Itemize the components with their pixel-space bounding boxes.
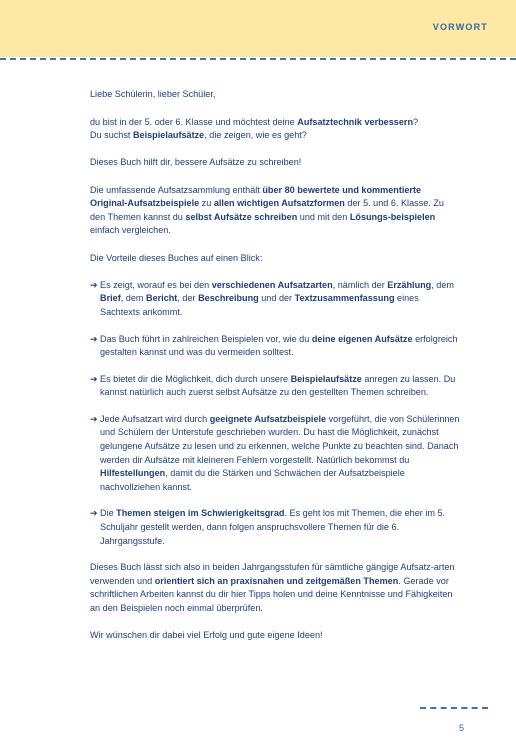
emphasis-text: Beispielaufsätze [290,373,362,384]
emphasis-text: Textzusammenfassung [294,293,395,304]
advantage-item [90,413,460,495]
emphasis-text: Erzählung [387,279,432,290]
emphasis-text: Beschreibung [198,293,259,304]
greeting: Liebe Schülerin, lieber Schüler, [90,89,216,99]
page-number: 5 [458,723,464,733]
emphasis-text: Hilfestellungen [100,468,166,479]
emphasis-text: Bericht [146,293,178,304]
advantages-list [90,279,460,549]
advantage-text: Das Buch führt in zahlreichen Beispielen vor, wie du deine eigenen Aufsätze erfolgreich gestalten kannst und was du vermeiden solltest. [100,333,458,358]
emphasis-text: allen wichtigen Aufsatzformen [213,198,345,209]
advantage-item [90,373,460,400]
paragraph-usage: Dieses Buch lässt sich also in beiden Jahrgangsstufen für sämtliche gängige Aufsatz-arten verwenden und orientiert sich an praxisnahen und zeitgemäßen Themen. Gerade vor schriftlichen Arbeiten kannst du dir hier Tipps holen und deine Kenntnisse und Fähigkeiten an den Beispielen noch einmal überprüfen. [90,562,455,613]
emphasis-text: verschiedenen Aufsatzarten [211,279,333,290]
arrow-right-icon: ➔ [90,373,98,384]
emphasis-text: Lösungs-beispielen [349,211,436,222]
section-label: VORWORT [432,22,488,32]
advantage-item [90,279,460,320]
advantage-item [90,333,460,360]
list-intro: Die Vorteile dieses Buches auf einen Blick: [90,252,263,263]
advantage-item [90,507,460,548]
closing: Wir wünschen dir dabei viel Erfolg und gute eigene Ideen! [90,630,323,641]
advantage-text: Jede Aufsatzart wird durch geeignete Aufsatzbeispiele vorgeführt, die von Schülerinnen und Schülern der Unterstufe geschrieben wurden. Du hast die Möglichkeit, zunächst gelungene Aufsätze zu lesen und zu erkennen, welche Punkte zu beachten sind. Danach werden dir Aufsätze mit kleineren Fehlern vorgestellt. Natürlich bekommst du Hilfestellungen, damit du die Stärken und Schwächen der Aufsatzbeispiele nachvollziehen kannst. [100,413,460,492]
emphasis-text: geeignete Aufsatzbeispiele [209,413,327,424]
preface-body [90,88,460,656]
header-dashed-rule [0,58,516,60]
emphasis-text: Beispielaufsätze [132,130,205,141]
paragraph-intro: du bist in der 5. oder 6. Klasse und möchtest deine Aufsatztechnik verbessern? Du suchst Beispielaufsätze, die zeigen, wie es geht? [90,116,419,141]
advantage-text: Es zeigt, worauf es bei den verschiedenen Aufsatzarten, nämlich der Erzählung, dem Brief, dem Bericht, der Beschreibung und der Textzusammenfassung eines Sachtexts ankommt. [100,279,454,317]
arrow-right-icon: ➔ [90,333,98,344]
emphasis-text: deine eigenen Aufsätze [311,333,413,344]
paragraph-purpose: Dieses Buch hilft dir, bessere Aufsätze zu schreiben! [90,157,302,168]
advantage-text: Die Themen steigen im Schwierigkeitsgrad. Es geht los mit Themen, die eher im 5. Schuljahr gestellt werden, dann folgen anspruchsvollere Themen für die 6. Jahrgangsstufe. [100,508,446,546]
emphasis-text: Brief [100,293,121,304]
advantage-text: Es bietet dir die Möglichkeit, dich durch unsere Beispielaufsätze anregen zu lassen. Du kannst natürlich auch zuerst selbst Aufsätze zu den gestellten Themen schreiben. [100,373,456,398]
emphasis-text: selbst Aufsätze schreiben [185,211,298,222]
emphasis-text: Themen steigen im Schwierigkeitsgrad [116,508,285,519]
arrow-right-icon: ➔ [90,279,98,290]
emphasis-text: über 80 bewertete und kommentierte Original-Aufsatzbeispiele [90,184,422,209]
emphasis-text: orientiert sich an praxisnahen und zeitgemäßen Themen [154,575,399,586]
arrow-right-icon: ➔ [90,508,98,519]
arrow-right-icon: ➔ [90,413,98,424]
footer-dashed-rule [420,707,488,709]
emphasis-text: Aufsatztechnik verbessern [297,116,414,127]
paragraph-collection: Die umfassende Aufsatzsammlung enthält über 80 bewertete und kommentierte Original-Aufsatzbeispiele zu allen wichtigen Aufsatzformen der 5. und 6. Klasse. Zu den Themen kannst du selbst Aufsätze schreiben und mit den Lösungs-beispielen einfach vergleichen. [90,184,444,236]
